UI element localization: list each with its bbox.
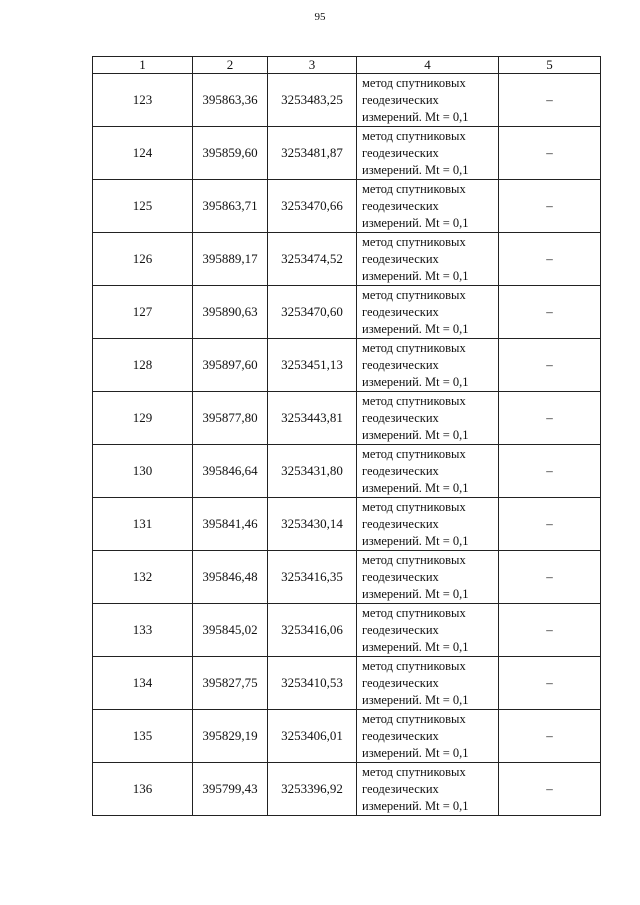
note-cell: – xyxy=(499,339,601,392)
table-row xyxy=(93,339,601,392)
coordinate-x-cell: 395846,64 xyxy=(193,445,268,498)
table-body xyxy=(93,74,601,816)
coordinate-y-cell: 3253416,35 xyxy=(268,551,357,604)
method-line: измерений. Mt = 0,1 xyxy=(362,798,469,813)
method-line: геодезических xyxy=(362,92,439,107)
coordinate-y-cell: 3253483,25 xyxy=(268,74,357,127)
point-number-cell: 127 xyxy=(93,286,193,339)
note-cell: – xyxy=(499,74,601,127)
point-number-cell: 133 xyxy=(93,604,193,657)
note-cell: – xyxy=(499,710,601,763)
coordinate-x-cell: 395829,19 xyxy=(193,710,268,763)
method-line: метод спутниковых xyxy=(362,393,466,408)
coordinate-x-cell: 395877,80 xyxy=(193,392,268,445)
coordinate-x-cell: 395841,46 xyxy=(193,498,268,551)
method-line: метод спутниковых xyxy=(362,499,466,514)
note-cell: – xyxy=(499,498,601,551)
table-row xyxy=(93,445,601,498)
method-line: измерений. Mt = 0,1 xyxy=(362,374,469,389)
method-cell xyxy=(357,392,499,445)
table-row xyxy=(93,286,601,339)
method-line: геодезических xyxy=(362,675,439,690)
coordinate-y-cell: 3253430,14 xyxy=(268,498,357,551)
note-cell: – xyxy=(499,657,601,710)
method-line: геодезических xyxy=(362,304,439,319)
note-cell: – xyxy=(499,445,601,498)
coordinate-x-cell: 395846,48 xyxy=(193,551,268,604)
method-line: метод спутниковых xyxy=(362,764,466,779)
coordinate-y-cell: 3253470,66 xyxy=(268,180,357,233)
method-line: геодезических xyxy=(362,569,439,584)
coordinate-y-cell: 3253451,13 xyxy=(268,339,357,392)
table-row xyxy=(93,74,601,127)
method-line: измерений. Mt = 0,1 xyxy=(362,268,469,283)
method-line: геодезических xyxy=(362,251,439,266)
note-cell: – xyxy=(499,286,601,339)
method-cell xyxy=(357,657,499,710)
method-line: геодезических xyxy=(362,410,439,425)
method-line: метод спутниковых xyxy=(362,128,466,143)
note-cell: – xyxy=(499,604,601,657)
method-line: геодезических xyxy=(362,145,439,160)
method-line: измерений. Mt = 0,1 xyxy=(362,109,469,124)
method-line: измерений. Mt = 0,1 xyxy=(362,215,469,230)
coordinate-y-cell: 3253431,80 xyxy=(268,445,357,498)
coordinate-y-cell: 3253396,92 xyxy=(268,763,357,816)
method-line: геодезических xyxy=(362,728,439,743)
method-line: метод спутниковых xyxy=(362,552,466,567)
method-line: геодезических xyxy=(362,198,439,213)
method-cell xyxy=(357,74,499,127)
method-cell xyxy=(357,180,499,233)
method-cell xyxy=(357,498,499,551)
column-header-3: 3 xyxy=(268,57,357,74)
method-line: измерений. Mt = 0,1 xyxy=(362,321,469,336)
coordinate-x-cell: 395863,71 xyxy=(193,180,268,233)
method-line: геодезических xyxy=(362,357,439,372)
point-number-cell: 123 xyxy=(93,74,193,127)
table-row xyxy=(93,127,601,180)
method-line: метод спутниковых xyxy=(362,287,466,302)
method-cell xyxy=(357,286,499,339)
note-cell: – xyxy=(499,233,601,286)
coordinate-x-cell: 395845,02 xyxy=(193,604,268,657)
coordinate-x-cell: 395897,60 xyxy=(193,339,268,392)
coordinate-x-cell: 395863,36 xyxy=(193,74,268,127)
method-line: измерений. Mt = 0,1 xyxy=(362,639,469,654)
note-cell: – xyxy=(499,392,601,445)
coordinate-y-cell: 3253416,06 xyxy=(268,604,357,657)
note-cell: – xyxy=(499,551,601,604)
point-number-cell: 135 xyxy=(93,710,193,763)
method-line: измерений. Mt = 0,1 xyxy=(362,586,469,601)
table-row xyxy=(93,710,601,763)
table-row xyxy=(93,233,601,286)
method-line: измерений. Mt = 0,1 xyxy=(362,692,469,707)
point-number-cell: 124 xyxy=(93,127,193,180)
point-number-cell: 132 xyxy=(93,551,193,604)
point-number-cell: 128 xyxy=(93,339,193,392)
coordinate-y-cell: 3253481,87 xyxy=(268,127,357,180)
method-cell xyxy=(357,763,499,816)
column-header-2: 2 xyxy=(193,57,268,74)
coordinate-y-cell: 3253410,53 xyxy=(268,657,357,710)
method-line: измерений. Mt = 0,1 xyxy=(362,745,469,760)
table-row xyxy=(93,551,601,604)
method-line: метод спутниковых xyxy=(362,181,466,196)
coordinates-table xyxy=(92,56,601,816)
point-number-cell: 131 xyxy=(93,498,193,551)
point-number-cell: 125 xyxy=(93,180,193,233)
point-number-cell: 129 xyxy=(93,392,193,445)
method-line: геодезических xyxy=(362,622,439,637)
point-number-cell: 130 xyxy=(93,445,193,498)
method-line: измерений. Mt = 0,1 xyxy=(362,162,469,177)
method-line: метод спутниковых xyxy=(362,234,466,249)
note-cell: – xyxy=(499,763,601,816)
method-line: метод спутниковых xyxy=(362,711,466,726)
method-line: геодезических xyxy=(362,516,439,531)
method-line: метод спутниковых xyxy=(362,75,466,90)
method-line: измерений. Mt = 0,1 xyxy=(362,480,469,495)
table-row xyxy=(93,392,601,445)
point-number-cell: 126 xyxy=(93,233,193,286)
method-line: метод спутниковых xyxy=(362,605,466,620)
page-number: 95 xyxy=(314,11,326,23)
coordinate-x-cell: 395827,75 xyxy=(193,657,268,710)
method-line: измерений. Mt = 0,1 xyxy=(362,533,469,548)
note-cell: – xyxy=(499,180,601,233)
method-line: метод спутниковых xyxy=(362,340,466,355)
table-row xyxy=(93,498,601,551)
header-row xyxy=(93,57,601,74)
point-number-cell: 134 xyxy=(93,657,193,710)
method-line: геодезических xyxy=(362,781,439,796)
column-header-4: 4 xyxy=(357,57,499,74)
column-header-1: 1 xyxy=(93,57,193,74)
coordinate-y-cell: 3253406,01 xyxy=(268,710,357,763)
method-cell xyxy=(357,710,499,763)
column-header-5: 5 xyxy=(499,57,601,74)
method-cell xyxy=(357,127,499,180)
table-row xyxy=(93,763,601,816)
table-row xyxy=(93,657,601,710)
method-line: метод спутниковых xyxy=(362,658,466,673)
coordinate-x-cell: 395889,17 xyxy=(193,233,268,286)
coordinate-y-cell: 3253443,81 xyxy=(268,392,357,445)
coordinate-y-cell: 3253474,52 xyxy=(268,233,357,286)
method-cell xyxy=(357,551,499,604)
table-row xyxy=(93,604,601,657)
method-line: измерений. Mt = 0,1 xyxy=(362,427,469,442)
point-number-cell: 136 xyxy=(93,763,193,816)
coordinate-x-cell: 395799,43 xyxy=(193,763,268,816)
method-cell xyxy=(357,339,499,392)
method-line: геодезических xyxy=(362,463,439,478)
coordinate-x-cell: 395859,60 xyxy=(193,127,268,180)
method-line: метод спутниковых xyxy=(362,446,466,461)
method-cell xyxy=(357,445,499,498)
note-cell: – xyxy=(499,127,601,180)
coordinate-x-cell: 395890,63 xyxy=(193,286,268,339)
table-header xyxy=(93,57,601,74)
coordinate-y-cell: 3253470,60 xyxy=(268,286,357,339)
method-cell xyxy=(357,604,499,657)
table-row xyxy=(93,180,601,233)
method-cell xyxy=(357,233,499,286)
